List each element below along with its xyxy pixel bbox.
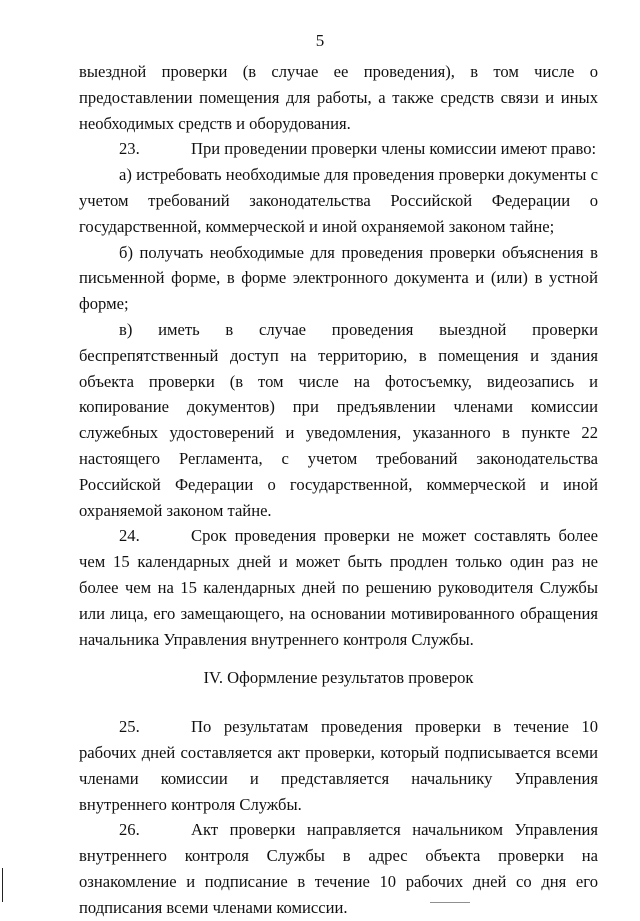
item-number-26: 26.: [119, 820, 140, 840]
item-number-24: 24.: [119, 526, 140, 546]
item-number-25: 25.: [119, 717, 140, 737]
paragraph-25-text: По результатам проведения проверки в течение 10 рабочих дней составляется акт проверки, который подписывается всеми членами комиссии и представляется начальнику Управления внутреннего контроля Службы.: [79, 717, 598, 814]
paragraph-26: [79, 817, 598, 920]
paragraph-23-text: При проведении проверки члены комиссии имеют право:: [191, 139, 597, 159]
paragraph-24: [79, 523, 598, 652]
paragraph-25: [79, 714, 598, 817]
item-number-23: 23.: [119, 139, 140, 159]
subitem-23-v: в) иметь в случае проведения выездной проверки беспрепятственный доступ на территорию, в помещения и здания объекта проверки (в том числе на фотосъемку, видеозапись и копирование документов) при предъявлении членами комиссии служебных удостоверений и уведомления, указанного в пункте 22 настоящего Регламента, с учетом требований законодательства Российской Федерации о государственной, коммерческой и иной охраняемой законом тайне.: [79, 319, 598, 520]
paragraph-24-text: Срок проведения проверки не может составлять более чем 15 календарных дней и может быть продлен только один раз не более чем на 15 календарных дней по решению руководителя Службы или лица, его замещающего, на основании мотивированного обращения начальника Управления внутреннего контроля Службы.: [79, 526, 598, 649]
page-number: 5: [315, 31, 325, 50]
document-body: [79, 59, 598, 921]
paragraph-23: [79, 136, 598, 162]
paragraph-continuation: выездной проверки (в случае ее проведения), в том числе о предоставлении помещения для работы, а также средств связи и иных необходимых средств и оборудования.: [79, 62, 598, 133]
paragraph-26-text: Акт проверки направляется начальником Управления внутреннего контроля Службы в адрес объекта проверки на ознакомление и подписание в течение 10 рабочих дней со дня его подписания всеми членами комиссии.: [79, 820, 598, 917]
section-heading: IV. Оформление результатов проверок: [203, 668, 474, 688]
scan-artifact-left: [2, 868, 3, 902]
subitem-23-b: б) получать необходимые для проведения проверки объяснения в письменной форме, в форме электронного документа и (или) в устной форме;: [79, 242, 598, 314]
subitem-23-a: а) истребовать необходимые для проведения проверки документы с учетом требований законодательства Российской Федерации о государственной, коммерческой и иной охраняемой законом тайне;: [79, 165, 598, 236]
scan-artifact-bottom: [430, 902, 470, 903]
